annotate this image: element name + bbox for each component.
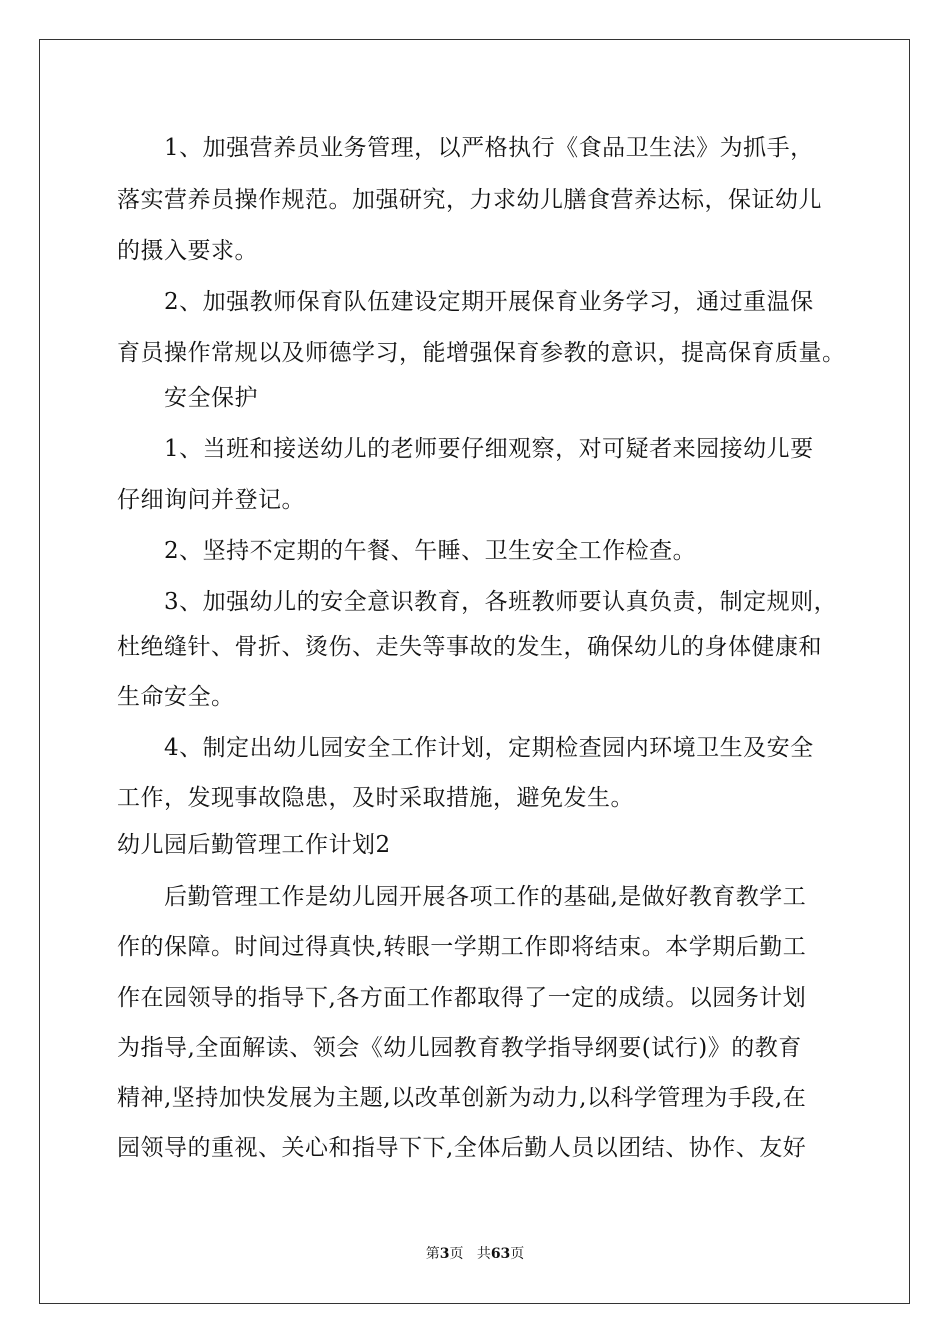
paragraph-line: 精神,坚持加快发展为主题,以改革创新为动力,以科学管理为手段,在 [117, 1085, 807, 1111]
page-footer [0, 1245, 950, 1263]
paragraph-line: 作在园领导的指导下,各方面工作都取得了一定的成绩。以园务计划 [117, 985, 807, 1011]
paragraph-line: 工作，发现事故隐患，及时采取措施，避免发生。 [117, 785, 634, 811]
paragraph-line: 园领导的重视、关心和指导下下,全体后勤人员以团结、协作、友好 [117, 1135, 807, 1161]
paragraph-line: 1、当班和接送幼儿的老师要仔细观察，对可疑者来园接幼儿要 [164, 436, 814, 462]
paragraph-line: 4、制定出幼儿园安全工作计划，定期检查园内环境卫生及安全 [164, 735, 814, 761]
paragraph-line: 1、加强营养员业务管理，以严格执行《食品卫生法》为抓手， [164, 135, 814, 161]
paragraph-line: 仔细询问并登记。 [117, 487, 305, 513]
paragraph-line: 为指导,全面解读、领会《幼儿园教育教学指导纲要(试行)》的教育 [117, 1035, 802, 1061]
total-suffix: 页 [510, 1246, 525, 1262]
section-heading: 安全保护 [164, 385, 258, 411]
paragraph-line: 杜绝缝针、骨折、烫伤、走失等事故的发生，确保幼儿的身体健康和 [117, 634, 822, 660]
page-suffix: 页 [449, 1246, 464, 1262]
paragraph-line: 作的保障。时间过得真快,转眼一学期工作即将结束。本学期后勤工 [117, 934, 807, 960]
paragraph-line: 3、加强幼儿的安全意识教育，各班教师要认真负责，制定规则， [164, 589, 838, 615]
total-prefix: 共 [476, 1246, 491, 1262]
paragraph-line: 育员操作常规以及师德学习，能增强保育参教的意识，提高保育质量。 [117, 340, 846, 366]
paragraph-line: 后勤管理工作是幼儿园开展各项工作的基础,是做好教育教学工 [164, 884, 807, 910]
paragraph-line: 2、坚持不定期的午餐、午睡、卫生安全工作检查。 [164, 538, 697, 564]
page-number: 3 [439, 1246, 450, 1262]
paragraph-line: 的摄入要求。 [117, 238, 258, 264]
paragraph-line: 落实营养员操作规范。加强研究，力求幼儿膳食营养达标，保证幼儿 [117, 187, 822, 213]
paragraph-line: 生命安全。 [117, 684, 235, 710]
paragraph-line: 2、加强教师保育队伍建设定期开展保育业务学习，通过重温保 [164, 289, 814, 315]
document-title: 幼儿园后勤管理工作计划2 [117, 832, 391, 858]
page-border [39, 39, 910, 1304]
total-pages: 63 [490, 1246, 511, 1262]
page-prefix: 第 [425, 1246, 440, 1262]
